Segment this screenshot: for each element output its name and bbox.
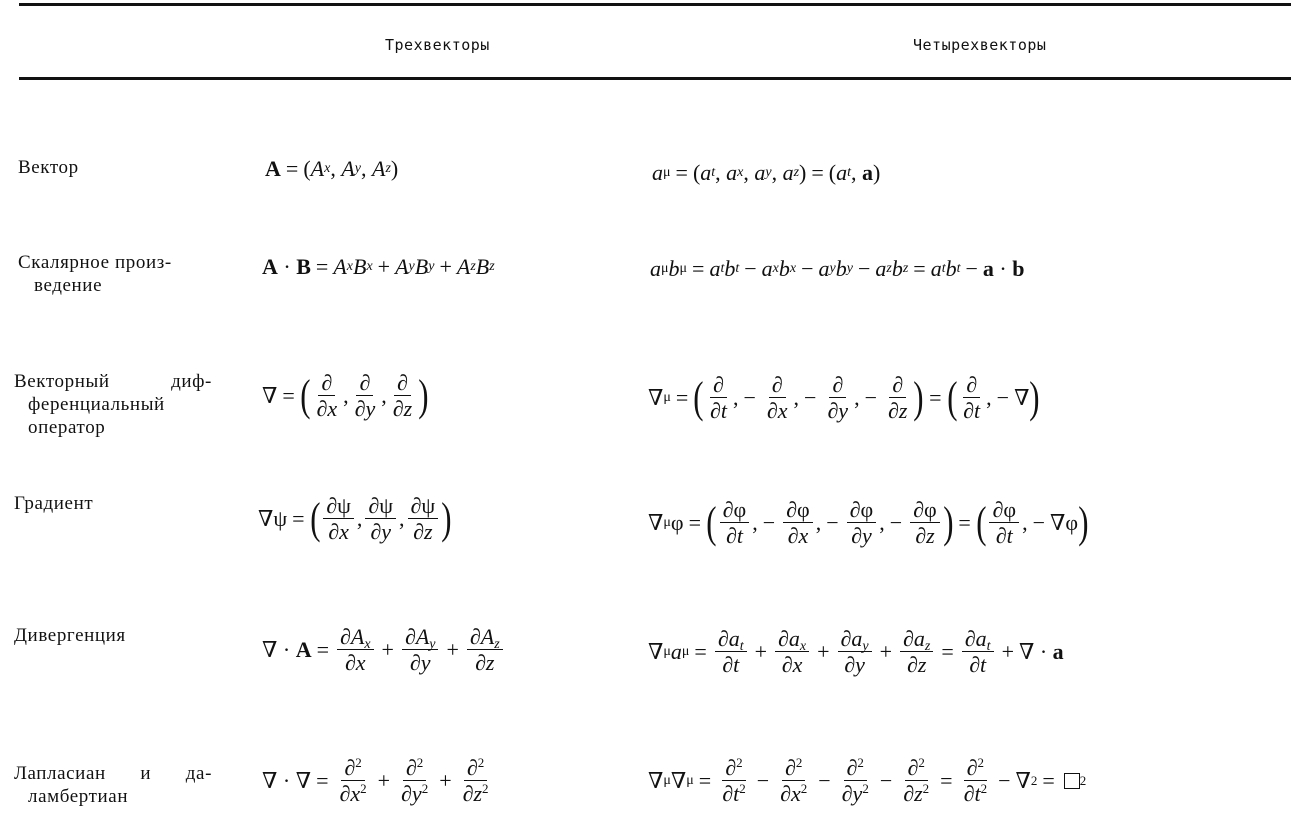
row-label-divergence [14,624,224,647]
header-rule [19,77,1291,80]
formula-scalar-4: a μ b μ = a t b t − a x b x − a y b y − a z b z = a t b t − a · b [650,256,1025,281]
label-line: Скалярное произ- [18,252,172,273]
formula-gradient-3: ∇ψ = ( $\frac{\partial\psi}{\partial x}$ , $\frac{\partial\psi}{\partial y}$ , $\frac{\partial\psi}{\partial z}$ ) [258,493,452,545]
formula-operator-3: ∇ = ( $\frac{\partial}{\partial x}$ , $\frac{\partial}{\partial y}$ , $\frac{\partial}{\partial z}$ ) [262,370,429,422]
label-line: ведение [34,275,103,296]
label-line: Лапласиан и да- [14,763,212,784]
header-three-vectors: Трехвекторы [385,36,490,54]
label-line: Вектор [18,157,79,178]
formula-divergence-3: ∇ · A = $\frac{\partial A_x}{\partial x}$ + $\frac{\partial A_y}{\partial y}$ + $\frac{\partial A_z}{\partial z}$ [262,625,506,674]
header-four-vectors: Четырехвекторы [913,36,1047,54]
formula-laplacian-4: ∇ μ ∇ μ = $\frac{\partial^2}{\partial t^2}$ − $\frac{\partial^2}{\partial x^2}$ − $\frac{\partial^2}{\partial y^2}$ − $\frac{\partial^2}{\partial z^2}$ = $\frac{\partial^2}{\partial t^2}$ − ∇ 2 = 2 [648,755,1087,807]
formula-laplacian-3: ∇ · ∇ = $\frac{\partial^2}{\partial x^2}$ + $\frac{\partial^2}{\partial y^2}$ + $\frac{\partial^2}{\partial z^2}$ [262,755,489,807]
top-rule [19,3,1291,6]
label-line: Дивергенция [14,625,126,646]
formula-gradient-4: ∇ μ φ = ( $\frac{\partial\varphi}{\partial t}$ , − $\frac{\partial\varphi}{\partial x}$ , − $\frac{\partial\varphi}{\partial y}$ , − $\frac{\partial\varphi}{\partial z}$ ) = ( $\frac{\partial\varphi}{\partial t}$ , − ∇φ ) [648,497,1089,549]
label-line: ламбертиан [28,786,129,807]
row-label-vector [14,156,224,179]
label-line: ференциальный [28,394,165,415]
label-line: оператор [28,417,106,438]
row-label-gradient [14,492,224,515]
row-label-laplacian [14,762,212,808]
formula-divergence-4: ∇ μ a μ = $\frac{\partial a_t}{\partial t}$ + $\frac{\partial a_x}{\partial x}$ + $\frac{\partial a_y}{\partial y}$ + $\frac{\partial a_z}{\partial z}$ = $\frac{\partial a_t}{\partial t}$ + ∇ · a [648,626,1064,678]
row-label-scalar-product [14,251,224,297]
label-line: Градиент [14,493,94,514]
row-label-differential-operator [14,370,212,439]
dalembert-box-icon [1064,773,1080,789]
formula-operator-4: ∇ μ = ( $\frac{\partial}{\partial t}$ , − $\frac{\partial}{\partial x}$ , − $\frac{\partial}{\partial y}$ , − $\frac{\partial}{\partial z}$ ) = ( $\frac{\partial}{\partial t}$ , − ∇ ) [648,372,1040,424]
formula-vector-4: a μ = ( a t , a x , a y , a z ) = ( a t , a ) [652,160,881,185]
label-line: Векторный диф- [14,371,212,392]
formula-vector-3: A = ( A x , A y , A z ) [265,156,399,181]
formula-scalar-3: A · B = A x B x + A y B y + A z B z [262,254,495,279]
